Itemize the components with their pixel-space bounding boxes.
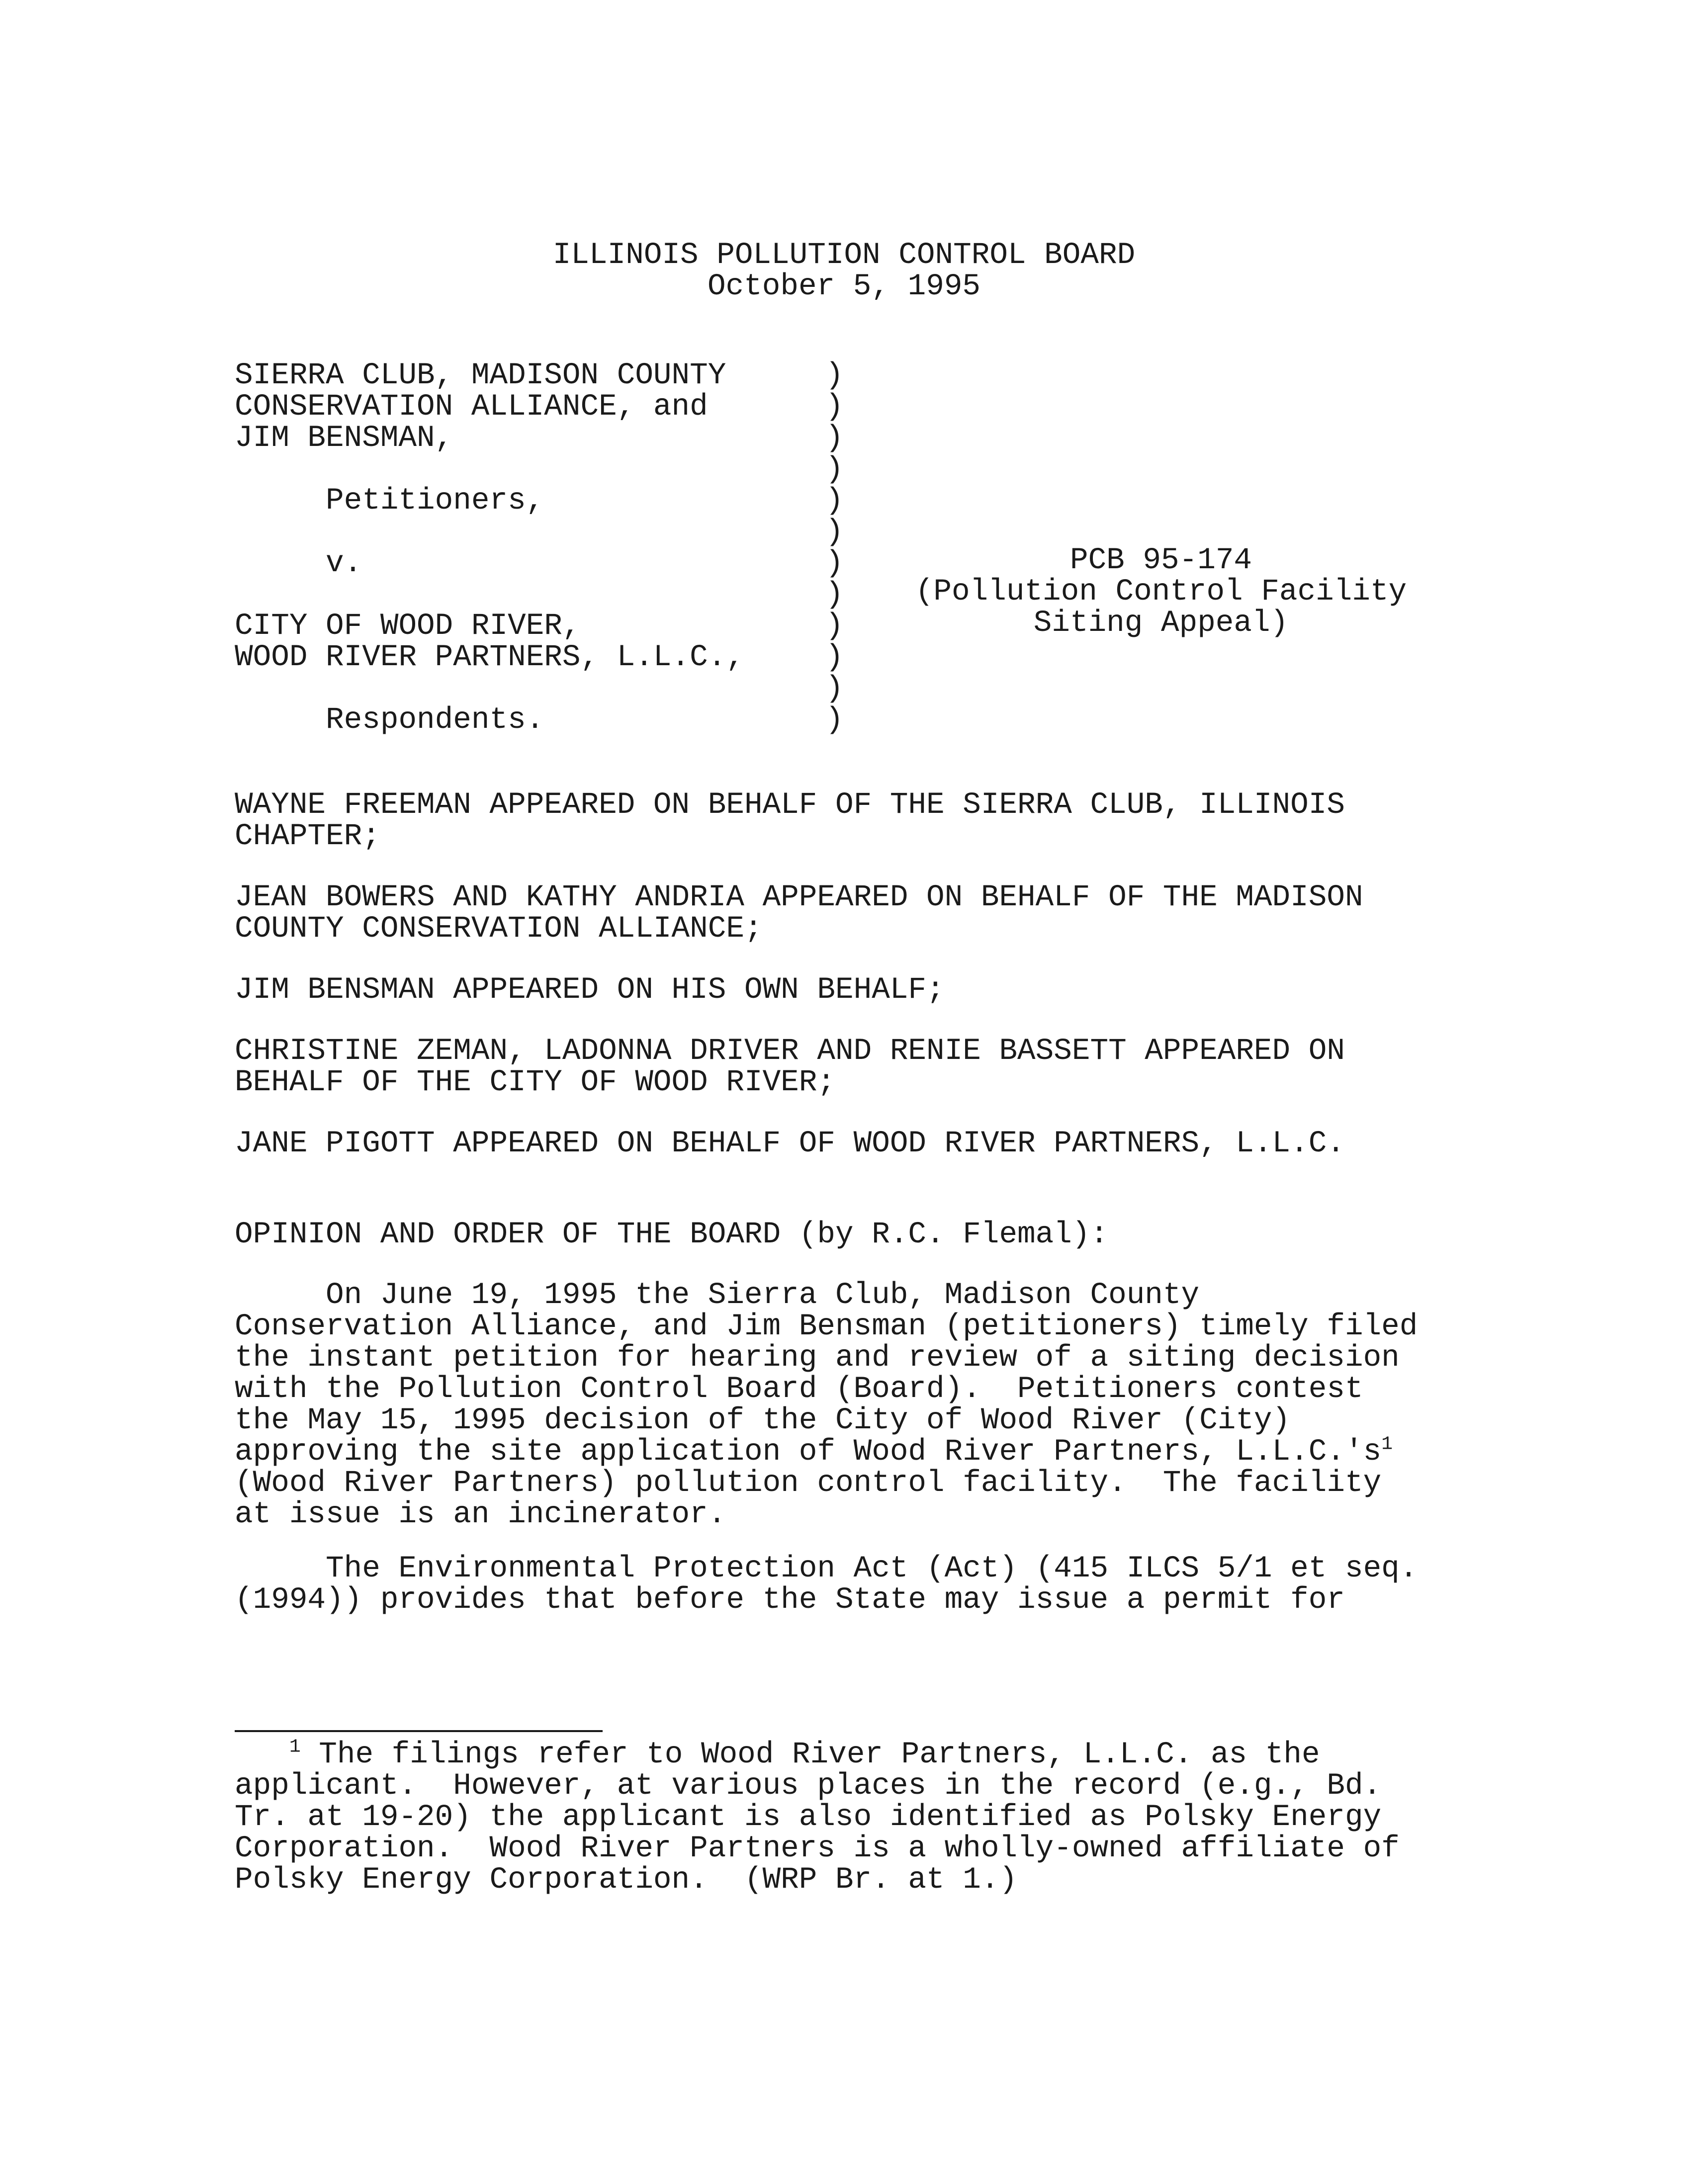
petitioners-label: Petitioners, xyxy=(235,484,544,518)
body-line: at issue is an incinerator. xyxy=(235,1497,726,1532)
case-number: PCB 95-174 xyxy=(1069,543,1252,578)
case-identifier xyxy=(900,545,1422,639)
footnote-line: Corporation. Wood River Partners is a wholly-owned affiliate of xyxy=(235,1832,1400,1866)
caption-paren: ) xyxy=(825,452,844,487)
body-paragraph xyxy=(235,1553,1418,1616)
caption-paren: ) xyxy=(825,421,844,455)
body-line: with the Pollution Control Board (Board). Petitioners contest xyxy=(235,1372,1363,1406)
footnote-line: Polsky Energy Corporation. (WRP Br. at 1.) xyxy=(235,1863,1018,1897)
caption-paren-column xyxy=(825,360,844,736)
case-type: (Pollution Control Facility xyxy=(915,575,1407,609)
appearance-line: JIM BENSMAN APPEARED ON HIS OWN BEHALF; xyxy=(235,973,945,1007)
caption-paren: ) xyxy=(825,358,844,393)
appearance-line: WAYNE FREEMAN APPEARED ON BEHALF OF THE SIERRA CLUB, ILLINOIS xyxy=(235,788,1345,822)
caption-paren: ) xyxy=(825,546,844,581)
footnote-reference[interactable]: 1 xyxy=(1381,1433,1393,1455)
caption-paren: ) xyxy=(825,609,844,643)
board-name: ILLINOIS POLLUTION CONTROL BOARD xyxy=(552,238,1136,272)
respondent-line: WOOD RIVER PARTNERS, L.L.C., xyxy=(235,640,744,675)
appearance-line: JANE PIGOTT APPEARED ON BEHALF OF WOOD RIVER PARTNERS, L.L.C. xyxy=(235,1127,1345,1161)
footnote-marker: 1 xyxy=(289,1736,301,1758)
petitioner-line: CONSERVATION ALLIANCE, and xyxy=(235,390,708,424)
body-paragraph xyxy=(235,1280,1418,1530)
body-line: (1994)) provides that before the State may issue a permit for xyxy=(235,1583,1345,1617)
opinion-heading: OPINION AND ORDER OF THE BOARD (by R.C. Flemal): xyxy=(235,1218,1109,1252)
caption-paren: ) xyxy=(825,578,844,612)
caption-paren: ) xyxy=(825,640,844,675)
footnote-line: Tr. at 19-20) the applicant is also identified as Polsky Energy xyxy=(235,1800,1382,1835)
caption-paren: ) xyxy=(825,703,844,737)
footnote-line: applicant. However, at various places in the record (e.g., Bd. xyxy=(235,1769,1382,1803)
document-date: October 5, 1995 xyxy=(707,269,981,304)
appearance-line: CHRISTINE ZEMAN, LADONNA DRIVER AND RENIE BASSETT APPEARED ON xyxy=(235,1034,1345,1068)
body-line: The Environmental Protection Act (Act) (415 ILCS 5/1 et seq. xyxy=(235,1552,1418,1586)
document-heading xyxy=(0,240,1688,302)
appearance-line: CHAPTER; xyxy=(235,819,380,854)
body-line: the May 15, 1995 decision of the City of Wood River (City) xyxy=(235,1403,1291,1438)
versus-label: v. xyxy=(235,546,362,581)
appearances-list xyxy=(235,789,1363,1159)
body-line: approving the site application of Wood River Partners, L.L.C.'s xyxy=(235,1435,1382,1469)
caption-paren: ) xyxy=(825,515,844,549)
petitioner-line: JIM BENSMAN, xyxy=(235,421,453,455)
body-line: (Wood River Partners) pollution control facility. The facility xyxy=(235,1466,1382,1500)
caption-paren: ) xyxy=(825,672,844,706)
respondents-label: Respondents. xyxy=(235,703,544,737)
caption-paren: ) xyxy=(825,390,844,424)
case-caption-parties xyxy=(235,360,744,736)
respondent-line: CITY OF WOOD RIVER, xyxy=(235,609,581,643)
petitioner-line: SIERRA CLUB, MADISON COUNTY xyxy=(235,358,726,393)
case-type: Siting Appeal) xyxy=(1033,606,1289,640)
appearance-line: JEAN BOWERS AND KATHY ANDRIA APPEARED ON BEHALF OF THE MADISON xyxy=(235,880,1363,915)
footnote-separator xyxy=(235,1730,603,1732)
footnote-line: The filings refer to Wood River Partners, L.L.C. as the xyxy=(300,1738,1320,1772)
body-line: the instant petition for hearing and review of a siting decision xyxy=(235,1341,1400,1375)
body-line: Conservation Alliance, and Jim Bensman (petitioners) timely filed xyxy=(235,1310,1418,1344)
body-line: On June 19, 1995 the Sierra Club, Madison County xyxy=(235,1278,1200,1312)
footnote xyxy=(235,1736,1400,1897)
appearance-line: BEHALF OF THE CITY OF WOOD RIVER; xyxy=(235,1065,835,1100)
appearance-line: COUNTY CONSERVATION ALLIANCE; xyxy=(235,912,763,946)
caption-paren: ) xyxy=(825,484,844,518)
